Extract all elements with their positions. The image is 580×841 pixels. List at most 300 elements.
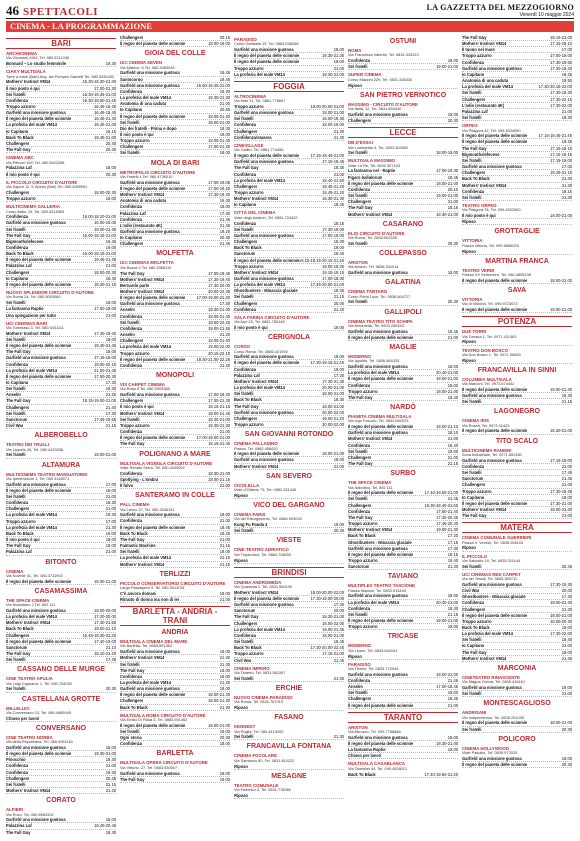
film-title: Garfield una missione gustosa bbox=[120, 770, 180, 776]
film-title: Sei fratelli bbox=[234, 675, 254, 681]
showtimes: 18.00-21.45 bbox=[208, 410, 230, 416]
showtime-row bbox=[234, 734, 344, 740]
showtimes: 17.15 bbox=[447, 539, 458, 545]
showtime-row bbox=[348, 118, 458, 124]
cinema-address: Via Ugo Foscolo, Tel. 0833.562023 bbox=[348, 418, 409, 424]
showtimes: 20.15-22.10 bbox=[208, 350, 230, 356]
showtimes: 18.45 bbox=[561, 71, 572, 77]
showtimes: 21.00 bbox=[219, 518, 230, 524]
showtime-row bbox=[462, 513, 572, 519]
showtimes: 21.20 bbox=[219, 332, 230, 338]
showtime-row bbox=[234, 202, 344, 208]
film-title: Challengers bbox=[6, 404, 30, 410]
film-title: Garfield una missione gustosa bbox=[234, 457, 294, 463]
showtimes: 20.30 bbox=[447, 240, 458, 246]
film-title: Challengers bbox=[120, 398, 144, 404]
film-title: Sei fratelli bbox=[120, 729, 140, 735]
film-title: Sanctorum bbox=[348, 564, 370, 570]
showtimes: 17.30 bbox=[333, 372, 344, 378]
film-title: Il regno del pianeta delle scimmie bbox=[348, 334, 414, 340]
cinema-name: CINEMA IRIS bbox=[462, 418, 489, 424]
cinema-name: UCI CINEMAS MOLFETTA bbox=[120, 260, 174, 266]
showtimes: 19.30 bbox=[561, 393, 572, 399]
film-title: Mothers' Instinct VM14 bbox=[348, 436, 393, 442]
cinema-address: Viale degli Aviatori, Tel. 0881.724422 bbox=[234, 214, 298, 220]
showtime-row bbox=[462, 195, 572, 201]
film-title: Troppo azzurro bbox=[462, 488, 492, 494]
showtime-row bbox=[462, 358, 572, 364]
film-title: Il regno del pianeta delle scimmie bbox=[234, 595, 300, 601]
showtimes: 16.45-21.40 bbox=[94, 116, 116, 122]
film-title: Il regno del pianeta delle scimmie bbox=[462, 762, 528, 768]
film-title: Mothers' Instinct VM14 bbox=[348, 211, 393, 217]
showtimes: 18.40 bbox=[447, 442, 458, 448]
showtimes: 18.00-19.00 bbox=[208, 41, 230, 47]
film-title: L'odio (restaurato 4K) bbox=[120, 222, 163, 228]
showtimes: 17.30-20.00-22.45 bbox=[310, 645, 344, 651]
cinema-name: MULTISALA MASSIMO bbox=[348, 158, 396, 164]
showtime-row bbox=[120, 441, 230, 447]
film-title: Troppo azzurro bbox=[348, 521, 378, 527]
film-title: Riposo bbox=[462, 357, 476, 363]
showtimes: 21.00 bbox=[561, 513, 572, 519]
showtime-row bbox=[120, 705, 230, 711]
film-title: Sanctorum bbox=[6, 644, 28, 650]
film-title: Palazzina Laf bbox=[6, 549, 32, 555]
showtimes: 18.00-21.00 bbox=[550, 213, 572, 219]
showtimes: 18.30-21.30 bbox=[322, 196, 344, 202]
cinema-name: TEATRO COMUNALE bbox=[234, 782, 279, 788]
showtime-row bbox=[120, 741, 230, 747]
city-heading: MAGLIE bbox=[389, 343, 417, 351]
showtimes: 19.00-20.15 bbox=[94, 361, 116, 367]
cinema-address: Via Magna Grecia, Tel. 0835.416110 bbox=[462, 679, 525, 685]
film-title: Riposo bbox=[234, 763, 248, 769]
showtimes: 17.45-20.00-21.00 bbox=[310, 282, 344, 288]
city-heading: TERLIZZI bbox=[159, 570, 191, 578]
film-title: Riposo bbox=[234, 557, 248, 563]
film-title: Garfield una missione gustosa bbox=[234, 159, 294, 165]
film-title: La fantasma Raptie bbox=[348, 747, 386, 753]
film-title: Challengers bbox=[462, 482, 486, 488]
cinema-name: CIAKY MULTISALA bbox=[6, 69, 46, 75]
cinema-address: Torre a mare (Bari) Ang. via Pompeo Sarnelli Tel. 080.5430432 bbox=[6, 73, 115, 79]
film-title: Challengers bbox=[348, 502, 372, 508]
showtimes: 18.30-21.00 bbox=[208, 416, 230, 422]
cinema-address: Via Roma 24, Tel. 080.5093060 bbox=[6, 294, 61, 300]
film-title: Confidenza bbox=[234, 306, 257, 312]
showtime-row bbox=[462, 691, 572, 697]
showtimes: 17.45-20.40 bbox=[436, 521, 458, 527]
film-title: Confidenza bbox=[348, 508, 371, 514]
showtimes: 18.15 bbox=[561, 188, 572, 194]
showtimes: 20.00-22.35 bbox=[208, 289, 230, 295]
showtime-row bbox=[462, 219, 572, 225]
showtimes: 19.00-21.45 bbox=[208, 138, 230, 144]
film-title: Il regno del pianeta delle scimmie bbox=[348, 424, 414, 430]
film-title: The Fall Guy bbox=[6, 147, 31, 153]
showtimes: 21.00 bbox=[105, 506, 116, 512]
film-title: Il regno del pianeta delle scimmie bbox=[462, 720, 528, 726]
showtimes: 20.00 bbox=[333, 608, 344, 614]
cinema-name: CINEMA ANDROMEDA bbox=[234, 579, 282, 585]
film-title: Il regno del pianeta delle scimmie bbox=[120, 722, 186, 728]
showtimes: 21.15 bbox=[333, 294, 344, 300]
showtime-row bbox=[6, 657, 116, 663]
showtimes: 17.00 bbox=[105, 518, 116, 524]
cinema-address: Via Leone, Tel. 0833.544161 bbox=[348, 647, 398, 653]
showtimes: 19.30 bbox=[561, 115, 572, 121]
showtimes: 18.00 bbox=[561, 494, 572, 500]
showtimes: 21.00 bbox=[333, 675, 344, 681]
showtimes: 18.00 bbox=[219, 150, 230, 156]
showtime-row bbox=[234, 464, 344, 470]
film-title: Challengers bbox=[234, 300, 258, 306]
cinema-address: Via Don Bosco 1, Tel. 0971.56663 bbox=[462, 351, 521, 357]
film-title: Confidenza bbox=[120, 673, 143, 679]
showtimes: 19.50 bbox=[561, 78, 572, 84]
showtimes: 20.45 bbox=[105, 775, 116, 781]
showtimes: 21.00 bbox=[219, 596, 230, 602]
film-title: La profezia del male VM14 bbox=[6, 122, 57, 128]
showtime-row bbox=[120, 363, 230, 369]
showtimes: 17.00-18.00 bbox=[322, 232, 344, 238]
film-title: Il regno del pianeta delle scimmie bbox=[6, 751, 72, 757]
film-title: Sei fratelli bbox=[6, 686, 26, 692]
film-title: Challengers bbox=[120, 698, 144, 704]
film-title: Il tuono nel mare bbox=[462, 47, 495, 53]
cinema-name: ANDRISANI bbox=[462, 710, 487, 716]
film-title: The Fall Guy bbox=[234, 165, 259, 171]
showtimes: 16.00-18.15-21.00 bbox=[82, 251, 116, 257]
showtimes: 18.30 bbox=[105, 829, 116, 835]
showtimes: 18.30-21.00-22.25 bbox=[196, 356, 230, 362]
film-title: Garfield una missione gustosa bbox=[120, 392, 180, 398]
film-title: Il regno del pianeta delle scimmie bbox=[462, 133, 528, 139]
showtimes: 18.00-21.00 bbox=[436, 180, 458, 186]
showtimes: 21.00 bbox=[561, 691, 572, 697]
cinema-address: Via Tiberio, Tel. 0833.770044 bbox=[348, 666, 399, 672]
film-title: Confidenza/stasera bbox=[234, 134, 272, 140]
masthead: LA GAZZETTA DEL MEZZOGIORNO bbox=[426, 3, 574, 12]
showtimes: 20.30 bbox=[105, 686, 116, 692]
showtimes: 18.00 bbox=[105, 336, 116, 342]
film-title: Il regno del pianeta delle scimmie bbox=[120, 435, 186, 441]
film-title: Santocorno bbox=[120, 76, 143, 82]
cinema-name: PICCOLO CONSERVATORIO CIRCUITO D'AUTORE bbox=[120, 580, 226, 586]
listings-columns bbox=[6, 35, 574, 835]
film-title: Il regno del pianeta delle scimmie bbox=[348, 618, 414, 624]
film-title: Confidenza bbox=[234, 220, 257, 226]
film-title: Challengers bbox=[6, 140, 30, 146]
showtimes: 17.30-19.50 bbox=[550, 59, 572, 65]
showtime-row bbox=[348, 150, 458, 156]
film-title: Confidenza bbox=[462, 59, 485, 65]
film-title: Sei fratelli bbox=[234, 391, 254, 397]
film-title: Mothers' Instinct VM14 bbox=[234, 269, 279, 275]
film-title: La profezia del male VM14 bbox=[120, 679, 171, 685]
cinema-address: Via Indipendenza, Tel. 0835.201035 bbox=[462, 714, 524, 720]
film-title: Sanctorum bbox=[6, 416, 28, 422]
film-title: Io Capitano bbox=[6, 275, 29, 281]
showtimes: 18.00-21.00 bbox=[436, 376, 458, 382]
showtime-row bbox=[462, 428, 572, 434]
showtimes: 18.00 bbox=[219, 776, 230, 782]
showtimes: 18.30 bbox=[219, 88, 230, 94]
film-title: Palazzina Laf bbox=[6, 165, 32, 171]
film-title: Garfield una missione gustosa bbox=[348, 270, 408, 276]
film-title: Confidenza bbox=[120, 518, 143, 524]
showtimes: 18.00-21.00 bbox=[550, 612, 572, 618]
film-title: Riposo bbox=[348, 653, 362, 659]
showtimes: 18.30 bbox=[333, 165, 344, 171]
city-heading: TARANTO bbox=[348, 712, 458, 723]
film-title: Sei fratelli bbox=[462, 470, 482, 476]
film-title: Troppo azzurro bbox=[234, 104, 264, 109]
city-heading: POLICORO bbox=[498, 735, 536, 743]
film-title: La profezia del male VM14 bbox=[120, 95, 171, 101]
showtime-row bbox=[234, 307, 344, 313]
showtimes: 19.40 bbox=[333, 251, 344, 257]
showtimes: 18.15 bbox=[447, 205, 458, 211]
film-title: Sei fratelli bbox=[120, 549, 140, 555]
film-title: Io Capitano bbox=[120, 235, 143, 241]
film-title: Kung Fu Panda 4 bbox=[234, 522, 268, 528]
showtime-row bbox=[234, 793, 344, 799]
showtime-row bbox=[6, 423, 116, 429]
showtimes: 19.40 bbox=[447, 558, 458, 564]
film-title: Il mio posto è qui bbox=[120, 131, 154, 137]
film-title: Il regno del pianeta delle scimmie bbox=[462, 139, 528, 145]
showtimes: 17.40-21.55 bbox=[94, 620, 116, 626]
film-title: La profezia del male VM14 bbox=[6, 512, 57, 518]
film-title: Garfield una missione gustosa bbox=[120, 301, 180, 307]
showtimes: 18.00 bbox=[447, 58, 458, 64]
showtimes: 18.00-21.10 bbox=[436, 424, 458, 430]
cinema-address: Via Ippolito, Tel. 0836.484333 bbox=[348, 358, 400, 364]
film-title: Il regno del pianeta delle scimmie bbox=[6, 638, 72, 644]
showtimes: 20.15 bbox=[219, 35, 230, 40]
showtimes: 21.00 bbox=[561, 463, 572, 469]
cinema-name: ROMA bbox=[348, 48, 362, 53]
showtimes: 21.00 bbox=[105, 763, 116, 769]
showtimes: 19.00-21.55 bbox=[208, 325, 230, 331]
showtimes: 16.30-18.45-21.50 bbox=[424, 502, 458, 508]
showtimes: 20.10 bbox=[447, 186, 458, 192]
showtimes: 16.00-18.05 bbox=[94, 220, 116, 226]
cinema-address: Via Giovanni XXIII, Tel. 080.5211036 bbox=[6, 55, 70, 61]
film-title: Back To Black bbox=[6, 251, 34, 257]
showtime-row bbox=[462, 115, 572, 121]
showtimes: 18.00-21.00 bbox=[322, 403, 344, 409]
showtimes: 20.30 bbox=[447, 299, 458, 305]
film-title: Bigmouthslefecese bbox=[462, 151, 500, 157]
film-title: Garfield una missione gustosa bbox=[348, 328, 408, 334]
film-title: The Fall Guy bbox=[234, 614, 259, 620]
listings-column bbox=[6, 35, 116, 835]
showtimes: 21.00 bbox=[219, 101, 230, 107]
city-heading: MESAGNE bbox=[271, 772, 307, 780]
film-title: Challengers bbox=[348, 117, 372, 123]
film-title: Challengers bbox=[120, 144, 144, 150]
showtimes: 19.30 bbox=[105, 769, 116, 775]
film-title: Garfield una missione gustosa bbox=[234, 354, 294, 360]
film-title: Il regno del pianeta delle scimmie bbox=[462, 428, 528, 434]
film-title: Io Capitano bbox=[234, 202, 257, 208]
cinema-address: Via Torraca 1, Tel. 0971.411463 bbox=[462, 333, 517, 339]
cinema-name: ARISTON bbox=[348, 724, 368, 730]
showtimes: 18.00 bbox=[105, 537, 116, 543]
cinema-address: Via Pitagora 42, Tel. 099.4534090 bbox=[462, 127, 521, 133]
showtimes: 18.45 bbox=[105, 275, 116, 281]
film-title: Troppo azzurro bbox=[120, 350, 150, 356]
city-heading: CASSANO DELLE MURGE bbox=[17, 666, 105, 674]
showtimes: 18.00 bbox=[447, 382, 458, 388]
film-title: Sei fratelli bbox=[348, 299, 368, 305]
showtimes: 18.00-21.00 bbox=[322, 632, 344, 638]
showtimes: 18.45 bbox=[333, 202, 344, 208]
showtimes: 18.15 bbox=[333, 220, 344, 226]
film-title: Riposo bbox=[234, 705, 248, 711]
showtimes: 17.30-20.15-22.00 bbox=[538, 84, 572, 90]
showtimes: 16.45-18.45 bbox=[94, 104, 116, 109]
film-title: Back To Black bbox=[234, 645, 262, 651]
showtime-row bbox=[6, 452, 116, 458]
showtimes: 16.30-18.50-21.45 bbox=[82, 97, 116, 103]
film-title: Confidenza bbox=[120, 741, 143, 747]
film-title: Challengers bbox=[234, 128, 258, 134]
showtimes: 18.00 bbox=[561, 755, 572, 761]
film-title: Il regno del pianeta delle scimmie bbox=[6, 281, 72, 287]
cinema-name: NUOVO CINEMA PARADISO bbox=[234, 694, 293, 700]
film-title: Troppo azzurro bbox=[348, 388, 378, 394]
showtimes: 20.40-21.00 bbox=[436, 599, 458, 605]
showtimes: 18.30-21.30 bbox=[208, 95, 230, 101]
cinema-name: MILLELUCI bbox=[6, 705, 30, 711]
listings-column bbox=[234, 35, 344, 835]
film-title: Back To Black bbox=[6, 530, 34, 536]
cinema-address: Corso Mazzini 229, Tel. 0831.338330 bbox=[348, 76, 413, 82]
film-title: La profezia del male VM14 bbox=[348, 599, 399, 605]
film-title: Troppo azzurro bbox=[234, 189, 264, 195]
film-title: Troppo azzurro bbox=[234, 65, 264, 71]
showtimes: 20.00 bbox=[561, 588, 572, 594]
showtimes: 21.15 bbox=[561, 399, 572, 405]
cinema-address: Viale Lo Re, Tel. 0832.307433 bbox=[348, 162, 400, 168]
film-title: La profezia del male VM14 bbox=[462, 631, 513, 637]
cinema-address: Via Oberdan 44, Tel. 099.4528021 bbox=[348, 765, 408, 771]
showtimes: 21.45 bbox=[447, 496, 458, 502]
film-title: Back To Black bbox=[234, 245, 262, 251]
film-title: Back To Black bbox=[6, 134, 34, 140]
cinema-address: Via Lanzo 37, Tel. 080.3036151 bbox=[120, 506, 175, 512]
cinema-address: Via Conversano 13, Tel. 080.4965045 bbox=[6, 709, 71, 715]
showtimes: 21.30 bbox=[219, 362, 230, 368]
showtimes: 21.30 bbox=[561, 176, 572, 182]
film-title: Mothers' Instinct VM14 bbox=[348, 527, 393, 533]
cinema-name: NUOVO SPLENDOR CIRCUITO D'AUTORE bbox=[6, 290, 94, 296]
film-title: Back To Black bbox=[120, 704, 148, 710]
showtimes: 17.30-22.00 bbox=[550, 631, 572, 637]
showtimes: 18.00 bbox=[219, 204, 230, 210]
showtimes: 21.00 bbox=[105, 549, 116, 555]
showtime-row bbox=[234, 422, 344, 428]
film-title: Anatomia di una caduta bbox=[120, 101, 167, 107]
cinema-name: MODERNO bbox=[348, 353, 371, 359]
film-title: Challengers bbox=[462, 606, 486, 612]
city-heading: MARTINA FRANCA bbox=[485, 257, 549, 265]
city-heading: TAVIANO bbox=[387, 573, 419, 581]
cinema-name: CINE TEATRO NORBA bbox=[6, 734, 53, 740]
cinema-address: Via Taranto, Tel. 0831.562267 bbox=[234, 670, 286, 676]
film-title: Una spiegazione per tutto bbox=[6, 312, 57, 318]
showtimes: 17.00-19.30 bbox=[436, 168, 458, 174]
showtimes: 17.00-18.30 bbox=[322, 275, 344, 281]
cinema-address: Via Lippolis 26, Tel. 080.4323036 bbox=[6, 446, 64, 452]
city-heading: FRANCAVILLA FONTANA bbox=[246, 743, 332, 751]
film-title: Il regno del pianeta delle scimmie bbox=[348, 180, 414, 186]
cinema-address: Via Italia, 12, Tel. 0831.654440 bbox=[348, 106, 402, 112]
film-title: Mothers' Instinct VM14 bbox=[462, 655, 507, 661]
showtimes: 17.40-18.50-21.00 bbox=[424, 490, 458, 496]
showtimes: 17.30-20.45 bbox=[436, 514, 458, 520]
showtimes: 16.00-18.15-21.00 bbox=[82, 232, 116, 238]
film-title: Troppo azzurro bbox=[6, 518, 36, 524]
film-title: Challengers bbox=[120, 35, 144, 40]
cinema-name: CINEMA IMPERO bbox=[234, 665, 270, 671]
showtimes: 17.30-18.00-20.00 bbox=[310, 595, 344, 601]
showtimes: 18.30-21.30 bbox=[208, 422, 230, 428]
showtimes: 20.45 bbox=[105, 147, 116, 153]
film-title: Io Capitano bbox=[462, 643, 485, 649]
film-title: Il regno del pianeta delle scimmie bbox=[234, 53, 300, 59]
showtimes: 18.45-21.00 bbox=[94, 134, 116, 140]
cinema-address: Via Antonietta, Tel. 0833.266163 bbox=[348, 322, 404, 328]
showtimes: 18.00-21.00 bbox=[436, 618, 458, 624]
cinema-name: KENNEDY bbox=[234, 724, 256, 730]
film-title: The Fall Guy bbox=[462, 35, 487, 40]
cinema-name: CINEMA PALLADINO bbox=[234, 441, 278, 447]
film-title: Mothers' Instinct VM14 bbox=[234, 378, 279, 384]
film-title: Il regno del pianeta delle scimmie bbox=[6, 257, 72, 263]
showtimes: 19.00 bbox=[219, 131, 230, 137]
showtimes: 21.45 bbox=[561, 655, 572, 661]
cinema-name: DB D'ESSAI bbox=[348, 140, 373, 146]
cinema-address: Via Bozza 3 Tel. 080.3358110 bbox=[120, 264, 172, 270]
film-title: Garfield una missione gustosa bbox=[120, 179, 180, 185]
header-right bbox=[427, 3, 574, 18]
film-title: The Fall Guy bbox=[6, 829, 31, 835]
film-title: Il regno del pianeta delle scimmie bbox=[120, 356, 186, 362]
showtimes: 18.00 bbox=[561, 649, 572, 655]
film-title: Mothers' Instinct VM14 bbox=[120, 561, 165, 567]
film-title: Il fulvo bbox=[120, 482, 134, 488]
film-title: Sei fratelli bbox=[120, 416, 140, 422]
film-title: Riposo bbox=[462, 339, 476, 345]
film-title: Il regno del pianeta delle scimmie bbox=[348, 490, 414, 496]
city-heading: NARDÒ bbox=[390, 404, 416, 411]
showtimes: 19.00-21.30 bbox=[436, 527, 458, 533]
showtimes: 16.15 bbox=[105, 128, 116, 134]
showtimes: 18.00-21.30 bbox=[208, 698, 230, 704]
film-title: Confidenza bbox=[120, 88, 143, 94]
showtimes: 18.00 bbox=[219, 770, 230, 776]
cinema-address: Via Noicattaro 2 Tel. 892 111 bbox=[6, 602, 56, 608]
showtimes: 17.00-18.45 bbox=[436, 684, 458, 690]
film-title: Il regno del pianeta delle scimmie bbox=[462, 500, 528, 506]
showtimes: 18.45-21.20 bbox=[322, 183, 344, 189]
city-heading: POLIGNANO A MARE bbox=[139, 450, 211, 458]
